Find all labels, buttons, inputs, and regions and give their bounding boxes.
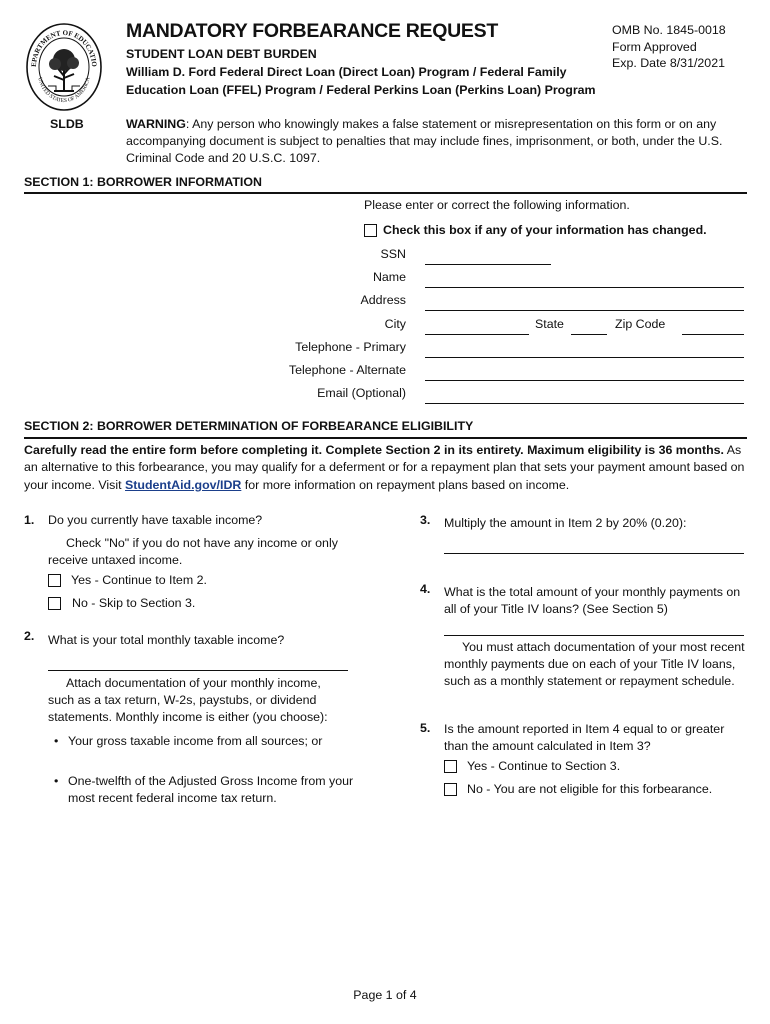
section-1-heading: SECTION 1: BORROWER INFORMATION	[24, 175, 262, 189]
item-4-note: You must attach documentation of your most recent monthly payments due on each of your Title IV loans, such as a monthly statement or repayment schedule.	[444, 640, 745, 689]
item-2-note: Attach documentation of your monthly income, such as a tax return, W-2s, paystubs, or dividend statements. Monthly income is either (you choose):	[48, 676, 328, 725]
item-1-no-checkbox[interactable]	[48, 597, 61, 610]
item-5-no-option[interactable]	[444, 781, 712, 798]
section-2-heading: SECTION 2: BORROWER DETERMINATION OF FORBEARANCE ELIGIBILITY	[24, 419, 474, 433]
item-5-no-checkbox[interactable]	[444, 783, 457, 796]
item-1-no-label: No - Skip to Section 3.	[72, 596, 196, 610]
info-changed-label: Check this box if any of your information has changed.	[383, 223, 707, 237]
program-line-1: William D. Ford Federal Direct Loan (Direct Loan) Program / Federal Family	[126, 65, 567, 79]
form-subtitle: STUDENT LOAN DEBT BURDEN	[126, 47, 317, 61]
item-1-yes-checkbox[interactable]	[48, 574, 61, 587]
intro-text: As an alternative to this forbearance, you may qualify for a deferment or for a repayment plan that sets your payment amount based on your income. Visit	[24, 443, 745, 492]
item-1-yes-option[interactable]	[48, 572, 207, 589]
phone-primary-field[interactable]	[425, 357, 744, 358]
section-2-rule	[24, 437, 747, 439]
form-title: MANDATORY FORBEARANCE REQUEST	[126, 20, 498, 42]
omb-number: OMB No. 1845-0018	[612, 23, 726, 37]
item-2-question: What is your total monthly taxable income?	[48, 633, 285, 647]
department-of-education-seal	[24, 20, 104, 114]
warning-label: WARNING	[126, 117, 186, 131]
item-5-number: 5.	[420, 721, 431, 735]
item-1-note: Check "No" if you do not have any income or only receive untaxed income.	[48, 536, 338, 568]
section-2-intro	[24, 442, 746, 494]
item-3-number: 3.	[420, 513, 431, 527]
expiration-date: Exp. Date 8/31/2021	[612, 56, 725, 71]
warning-text: : Any person who knowingly makes a false statement or misrepresentation on this form or on any accompanying document is subject to penalties that may include fines, imprisonment, or both, under the U.S. Criminal Code and 20 U.S.C. 1097.	[126, 117, 723, 166]
item-4-question: What is the total amount of your monthly payments on all of your Title IV loans? (See Section 5)	[444, 585, 741, 617]
item-5-yes-option[interactable]	[444, 758, 620, 775]
section-1-rule	[24, 192, 747, 194]
item-1-no-option[interactable]	[48, 595, 195, 612]
item-2-number: 2.	[24, 629, 35, 643]
phone-alternate-label: Telephone - Alternate	[288, 363, 406, 377]
omb-info	[612, 22, 726, 72]
phone-alternate-field[interactable]	[425, 380, 744, 381]
item-5-yes-label: Yes - Continue to Section 3.	[467, 759, 621, 773]
item-4-number: 4.	[420, 582, 431, 596]
ssn-field[interactable]	[425, 264, 551, 265]
intro-tail: for more information on repayment plans based on income.	[241, 477, 570, 492]
address-label: Address	[360, 293, 406, 307]
item-4-answer-field[interactable]	[444, 635, 744, 636]
item-2-bullet-1: • Your gross taxable income from all sources; or	[48, 733, 366, 750]
item-2-answer-field[interactable]	[48, 670, 348, 671]
state-field[interactable]	[571, 334, 607, 335]
item-1-yes-label: Yes - Continue to Item 2.	[71, 573, 207, 587]
svg-text:UNITED STATES OF AMERICA: UNITED STATES OF AMERICA	[36, 76, 92, 105]
item-1-question: Do you currently have taxable income?	[48, 513, 263, 527]
page-number: Page 1 of 4	[353, 988, 417, 1002]
city-field[interactable]	[425, 334, 529, 335]
studentaid-idr-link[interactable]: StudentAid.gov/IDR	[125, 477, 242, 492]
form-approved: Form Approved	[612, 39, 697, 54]
program-description	[126, 64, 616, 100]
city-label: City	[384, 317, 406, 331]
form-code: SLDB	[50, 117, 84, 131]
svg-text:DEPARTMENT OF EDUCATION: EPARTMENT OF EDUCATIO	[29, 28, 99, 68]
item-5-yes-checkbox[interactable]	[444, 760, 457, 773]
state-label: State	[535, 317, 564, 331]
zip-label: Zip Code	[615, 317, 666, 331]
intro-bold: Carefully read the entire form before completing it. Complete Section 2 in its entirety. Maximum eligibility is 36 months.	[24, 443, 724, 457]
email-label: Email (Optional)	[317, 386, 406, 400]
zip-field[interactable]	[682, 334, 744, 335]
info-changed-option[interactable]	[364, 222, 707, 239]
item-1-number: 1.	[24, 513, 35, 527]
name-field[interactable]	[425, 287, 744, 288]
item-3-answer-field[interactable]	[444, 553, 744, 554]
name-label: Name	[372, 270, 406, 284]
email-field[interactable]	[425, 403, 744, 404]
item-5-question: Is the amount reported in Item 4 equal to or greater than the amount calculated in Item 3?	[444, 722, 725, 754]
address-field[interactable]	[425, 310, 744, 311]
item-3-question: Multiply the amount in Item 2 by 20% (0.20):	[444, 516, 687, 530]
item-5-no-label: No - You are not eligible for this forbearance.	[467, 782, 713, 796]
warning-notice	[126, 116, 748, 167]
phone-primary-label: Telephone - Primary	[295, 340, 406, 354]
program-line-2: Education Loan (FFEL) Program / Federal Perkins Loan (Perkins Loan) Program	[126, 82, 596, 97]
ssn-label: SSN	[380, 247, 406, 261]
item-2-bullet-2: • One-twelfth of the Adjusted Gross Income from your most recent federal income tax return.	[48, 773, 366, 807]
info-changed-checkbox[interactable]	[364, 224, 377, 237]
section-1-note: Please enter or correct the following information.	[364, 198, 630, 212]
